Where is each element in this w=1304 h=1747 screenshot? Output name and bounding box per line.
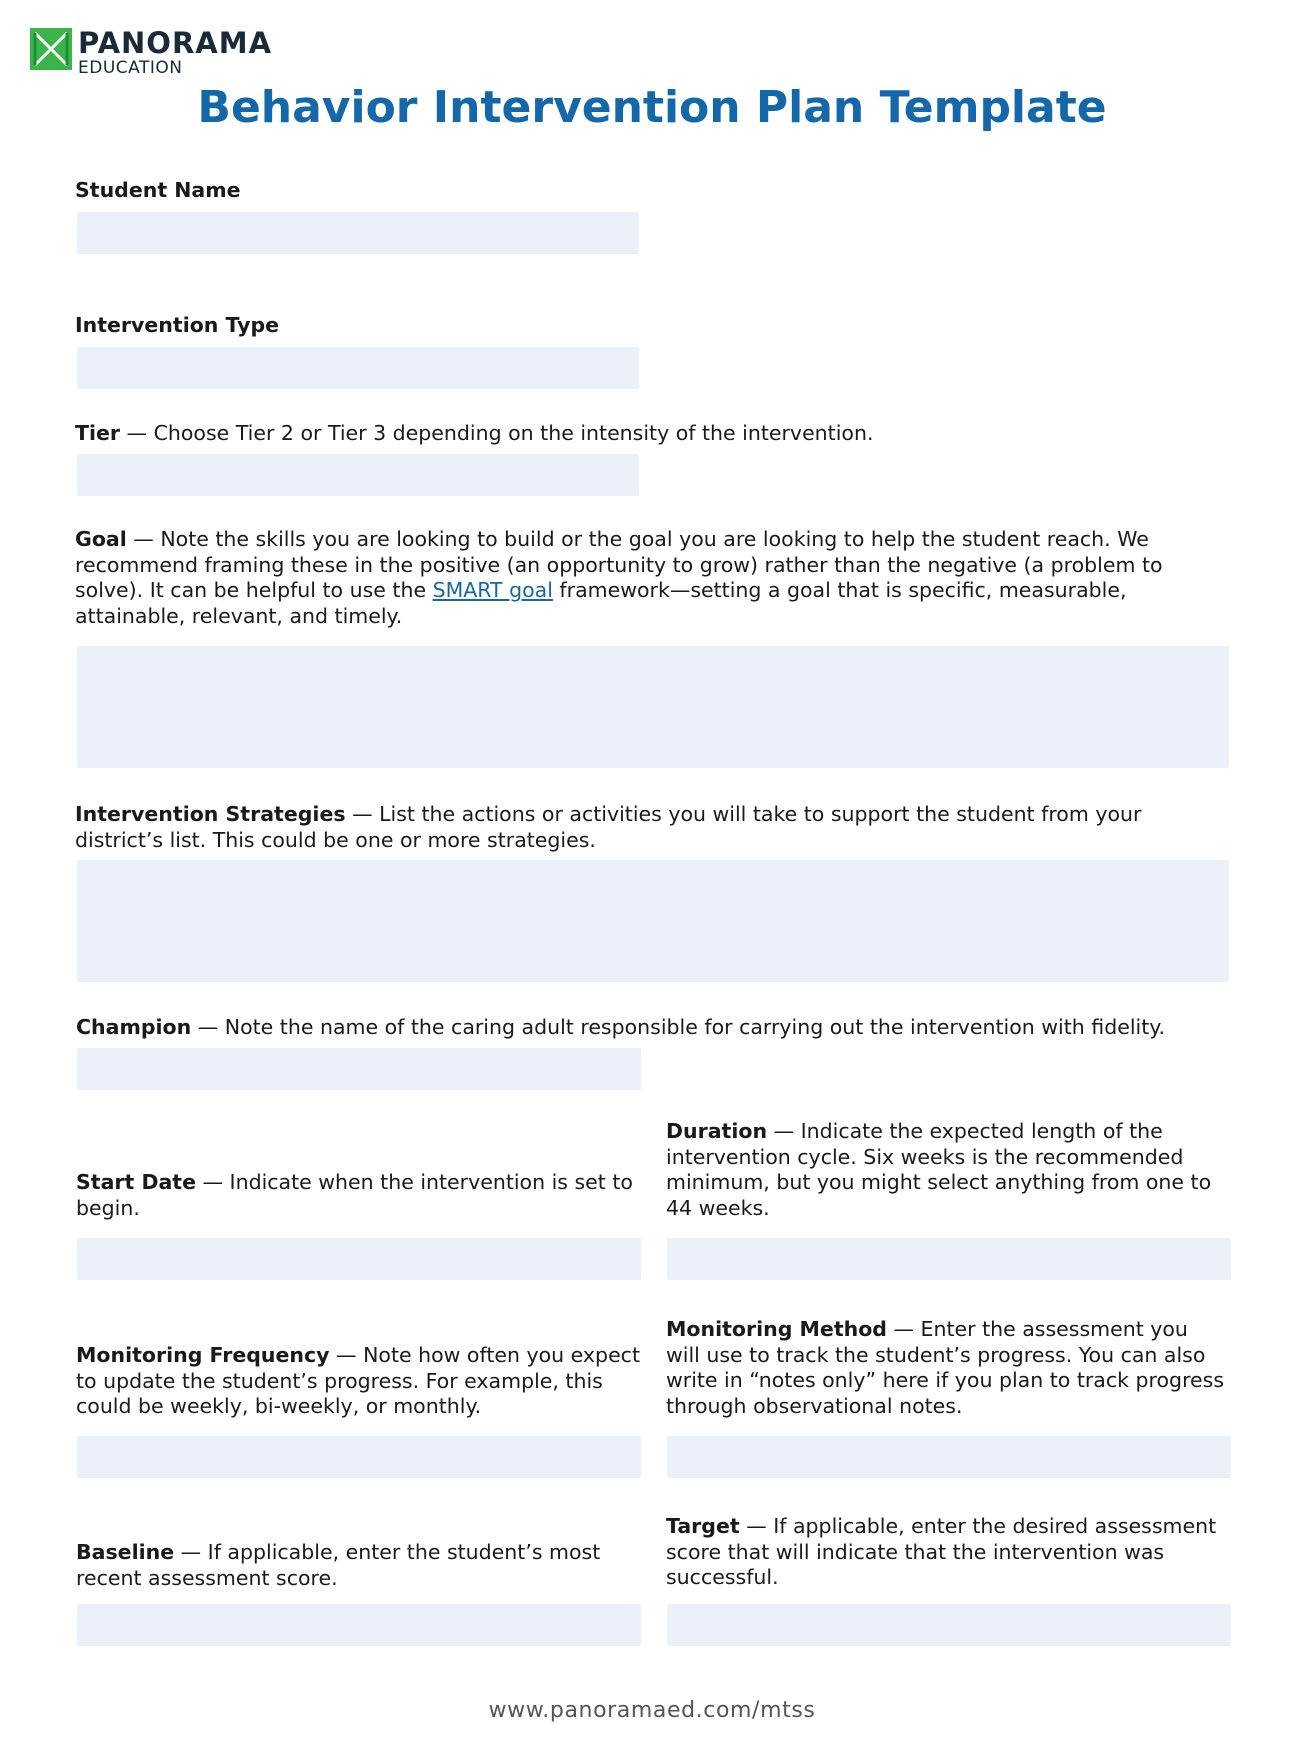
monitoring-method-field[interactable] [667, 1436, 1231, 1478]
monitoring-method-label: Monitoring Method — Enter the assessment you will use to track the student’s progress. You can also write in “notes only” here if you plan to track progress through observational notes. [666, 1317, 1225, 1418]
duration-field[interactable] [667, 1238, 1231, 1280]
monitoring-frequency-field[interactable] [77, 1436, 641, 1478]
panorama-logo [30, 26, 273, 78]
baseline-label: Baseline — If applicable, enter the student’s most recent assessment score. [76, 1540, 601, 1590]
logo-subtitle: EDUCATION [78, 58, 183, 78]
intervention-type-field[interactable] [77, 347, 639, 389]
strategies-field[interactable] [77, 860, 1229, 982]
baseline-field[interactable] [77, 1604, 641, 1646]
student-name-field[interactable] [77, 212, 639, 254]
monitoring-frequency-label: Monitoring Frequency — Note how often you expect to update the student’s progress. For example, this could be weekly, bi-weekly, or monthly. [76, 1343, 640, 1418]
goal-field[interactable] [77, 646, 1229, 768]
start-date-field[interactable] [77, 1238, 641, 1280]
strategies-label: Intervention Strategies — List the actions or activities you will take to support the student from your district’s list. This could be one or more strategies. [75, 802, 1142, 852]
tier-label: Tier — Choose Tier 2 or Tier 3 depending on the intensity of the intervention. [75, 421, 874, 445]
panorama-logo-icon [30, 28, 72, 70]
target-label: Target — If applicable, enter the desired assessment score that will indicate that the intervention was successful. [666, 1514, 1217, 1589]
champion-field[interactable] [77, 1048, 641, 1090]
start-date-label: Start Date — Indicate when the intervention is set to begin. [76, 1170, 633, 1220]
goal-label: Goal — Note the skills you are looking to build or the goal you are looking to help the student reach. We recommend framing these in the positive (an opportunity to grow) rather than the negative (a problem to solve). It can be helpful to use the SMART goal framework—setting a goal that is specific, measurable, attainable, relevant, and timely. [75, 527, 1163, 628]
logo-wordmark: PANORAMA [78, 26, 273, 60]
duration-label: Duration — Indicate the expected length of the intervention cycle. Six weeks is the recommended minimum, but you might select anything from one to 44 weeks. [666, 1119, 1212, 1220]
footer-url[interactable]: www.panoramaed.com/mtss [488, 1698, 816, 1723]
target-field[interactable] [667, 1604, 1231, 1646]
page-title: Behavior Intervention Plan Template [197, 82, 1107, 133]
student-name-label: Student Name [75, 178, 241, 202]
tier-field[interactable] [77, 454, 639, 496]
intervention-type-label: Intervention Type [75, 313, 280, 337]
smart-goal-link[interactable]: SMART goal [432, 578, 553, 602]
champion-label: Champion — Note the name of the caring adult responsible for carrying out the intervention with fidelity. [76, 1015, 1165, 1039]
